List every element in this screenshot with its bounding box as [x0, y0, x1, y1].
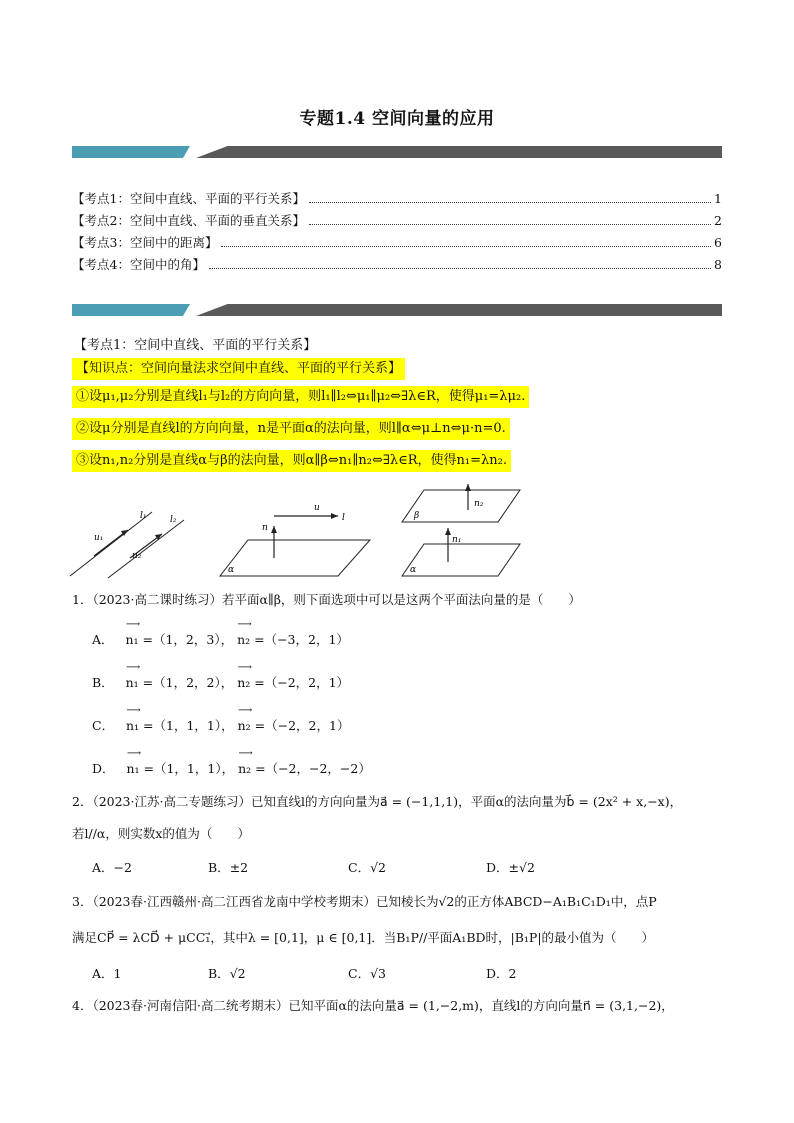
fig2-label: u — [314, 503, 320, 513]
fig1-label: u₂ — [132, 551, 142, 561]
section-banner — [72, 146, 722, 158]
toc-label: 【考点3：空间中的距离】 — [72, 235, 218, 250]
fig3-label: n₁ — [452, 535, 462, 545]
toc-label: 【考点2：空间中直线、平面的垂直关系】 — [72, 213, 305, 228]
parallel-lines-figure — [66, 500, 196, 580]
toc-entry-3[interactable] — [72, 234, 722, 252]
toc-page: 2 — [714, 213, 722, 228]
toc-entry-4[interactable] — [72, 256, 722, 274]
vector-n2: ⟶ n₂ — [238, 761, 251, 776]
vector-n2: ⟶ n₂ — [237, 632, 250, 647]
question-1-option-d[interactable]: D． ⟶ n₁ =（1，1，1）， ⟶ n₂ =（−2，−2，−2） — [92, 759, 371, 777]
vector-n1: ⟶ n₁ — [126, 761, 139, 776]
question-1-option-b[interactable]: B． ⟶ n₁ =（1，2，2）， ⟶ n₂ =（−2，2，1） — [92, 673, 349, 691]
question-3-option-c[interactable]: C．√3 — [348, 966, 386, 981]
question-1-option-c[interactable]: C． ⟶ n₁ =（1，1，1）， ⟶ n₂ =（−2，2，1） — [92, 716, 349, 734]
question-2-stem-cont: 若l//α，则实数x的值为（ ） — [72, 826, 250, 841]
toc-entry-1[interactable] — [72, 190, 722, 208]
fig1-label: l₁ — [140, 511, 147, 521]
vector-n1: ⟶ n₁ — [126, 675, 139, 690]
toc-page: 1 — [714, 191, 722, 206]
question-3-option-d[interactable]: D．2 — [486, 966, 517, 981]
toc-leader — [209, 268, 711, 269]
toc-leader — [309, 224, 711, 225]
section-heading: 【考点1：空间中直线、平面的平行关系】 — [74, 338, 317, 353]
question-2-option-c[interactable]: C．√2 — [348, 860, 386, 875]
fig1-label: l₂ — [170, 515, 177, 525]
question-4-stem: 4．（2023春·河南信阳·高二统考期末）已知平面α的法向量a⃗ = (1,−2,m)，直线l的方向向量n⃗ = (3,1,−2)， — [72, 998, 674, 1013]
vector-n1: ⟶ n₁ — [125, 632, 138, 647]
question-3-stem-cont: 满足CP⃗ = λCD⃗ + μCC₁⃗，其中λ = [0,1]，μ ∈ [0,1]．当B₁P//平面A₁BD时，|B₁P|的最小值为（ ） — [72, 930, 655, 945]
question-2-option-b[interactable]: B．±2 — [208, 860, 249, 875]
question-2-option-d[interactable]: D．±√2 — [486, 860, 535, 875]
fig3-label: n₂ — [474, 499, 484, 509]
vector-n2: ⟶ n₂ — [237, 675, 250, 690]
question-2-option-a[interactable]: A．−2 — [92, 860, 132, 875]
line-plane-figure — [218, 496, 374, 580]
toc-leader — [221, 246, 711, 247]
toc-page: 8 — [714, 257, 722, 272]
toc-page: 6 — [714, 235, 722, 250]
vector-n1: ⟶ n₁ — [126, 718, 139, 733]
parallel-planes-figure — [398, 480, 524, 580]
page-title: 专题1.4 空间向量的应用 — [299, 109, 495, 129]
vector-n2: ⟶ n₂ — [238, 718, 251, 733]
toc-entry-2[interactable] — [72, 212, 722, 230]
fig2-label: n — [262, 523, 268, 533]
fig3-label: β — [414, 511, 420, 521]
fig1-label: u₁ — [94, 533, 104, 543]
question-2-stem: 2．（2023·江苏·高二专题练习）已知直线l的方向向量为a⃗ = (−1,1,1)，平面α的法向量为b⃗ = (2x² + x,−x)， — [72, 794, 683, 809]
fig2-label: α — [228, 565, 235, 575]
question-3-option-b[interactable]: B．√2 — [208, 966, 246, 981]
question-3-option-a[interactable]: A．1 — [92, 966, 122, 981]
toc-label: 【考点4：空间中的角】 — [72, 257, 205, 272]
rule-1: ①设μ₁,μ₂分别是直线l₁与l₂的方向向量，则l₁∥l₂⇔μ₁∥μ₂⇔∃λ∈R，使得μ₁=λμ₂. — [72, 386, 529, 408]
question-1-stem: 1．（2023·高二课时练习）若平面α∥β，则下面选项中可以是这两个平面法向量的是（ ） — [72, 592, 581, 607]
toc-leader — [309, 202, 711, 203]
toc-label: 【考点1：空间中直线、平面的平行关系】 — [72, 191, 305, 206]
fig2-label: l — [342, 513, 345, 523]
question-3-stem: 3．（2023春·江西赣州·高二江西省龙南中学校考期末）已知棱长为√2的正方体ABCD−A₁B₁C₁D₁中，点P — [72, 894, 657, 909]
knowledge-title: 【知识点：空间向量法求空间中直线、平面的平行关系】 — [72, 358, 405, 380]
rule-3: ③设n₁,n₂分别是直线α与β的法向量，则α∥β⇔n₁∥n₂⇔∃λ∈R，使得n₁=λn₂. — [72, 450, 511, 472]
fig3-label: α — [410, 565, 417, 575]
question-1-option-a[interactable]: A． ⟶ n₁ =（1，2，3）， ⟶ n₂ =（−3，2，1） — [92, 630, 349, 648]
section-banner — [72, 304, 722, 316]
rule-2: ②设μ分别是直线l的方向向量，n是平面α的法向量，则l∥α⇔μ⊥n⇔μ·n=0. — [72, 418, 510, 440]
